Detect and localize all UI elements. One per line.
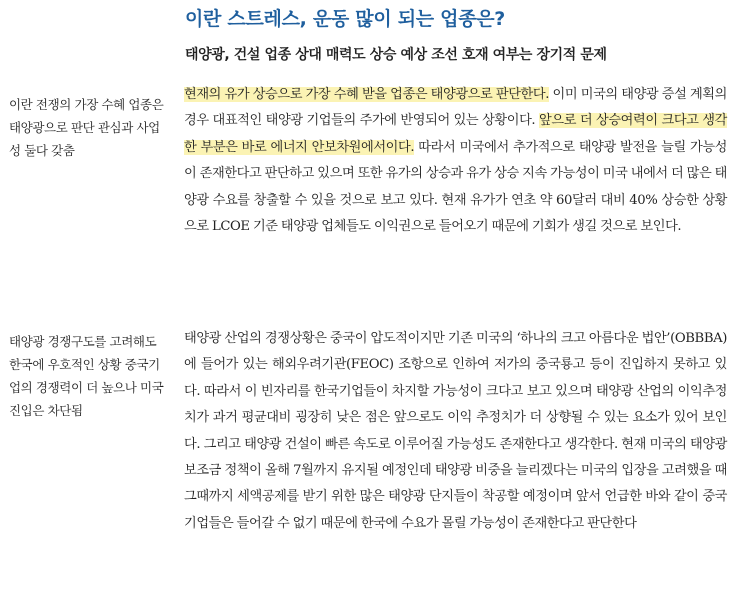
body-paragraph-1 [184, 82, 727, 240]
body-paragraph-2: 태양광 산업의 경쟁상황은 중국이 압도적이지만 기존 미국의 ‘하나의 크고 아름다운 법안’(OBBBA)에 들어가 있는 해외우려기관(FEOC) 조항으로 인하여 저가의 중국룡고 등이 진입하지 못하고 있다. 따라서 이 빈자리를 한국기업들이 차지할 가능성이 크다고 보고 있으며 태양광 산업의 이익추정치가 과거 평균대비 굉장히 낮은 점은 앞으로도 이익 추정치가 더 상향될 수 있는 요소가 있어 보인다. 그리고 태양광 건설이 빠른 속도로 이루어질 가능성도 존재한다고 생각한다. 현재 미국의 태양광 보조금 정책이 올해 7월까지 유지될 예정인데 태양광 비중을 늘리겠다는 미국의 입장을 고려했을 때 그때까지 세액공제를 받기 위한 많은 태양광 단지들이 착공할 예정이며 앞서 언급한 바와 같이 중국 기업들은 들어갈 수 없기 때문에 한국에 수요가 몰릴 가능성이 존재한다고 판단한다 [184, 331, 727, 531]
side-note-competition: 태양광 경쟁구도를 고려해도 한국에 우호적인 상황 중국기업의 경쟁력이 더 높으나 미국 진입은 차단됨 [9, 334, 164, 418]
page-title: 이란 스트레스, 운동 많이 되는 업종은? [185, 8, 506, 30]
highlighted-sentence-1: 현재의 유가 상승으로 가장 수혜 받을 업종은 태양광으로 판단한다. [184, 87, 550, 102]
highlighted-sentence-2: 앞으로 더 상승여력이 크다고 생각한 부분은 바로 에너지 안보차원에서이다. [184, 113, 727, 155]
paragraph-text: 이미 미국의 태양광 증설 계획의 경우 대표적인 태양광 기업들의 주가에 반영되어 있는 상황이다. [184, 87, 727, 129]
page-subtitle: 태양광, 건설 업종 상대 매력도 상승 예상 조선 호재 여부는 장기적 문제 [185, 47, 607, 63]
side-note-solar-beneficiary: 이란 전쟁의 가장 수혜 업종은 태양광으로 판단 관심과 사업성 둘다 갖춤 [9, 97, 164, 158]
paragraph-text: 따라서 미국에서 추가적으로 태양광 발전을 늘릴 가능성이 존재한다고 판단하고 있으며 또한 유가의 상승과 유가 상승 지속 가능성이 미국 내에서 더 많은 태양광 수요를 창출할 수 있을 것으로 보고 있다. 현재 유가가 연초 약 60달러 대비 40% 상승한 상황으로 LCOE 기준 태양광 업체들도 이익권으로 들어오기 때문에 기회가 생길 것으로 보인다. [184, 139, 727, 235]
